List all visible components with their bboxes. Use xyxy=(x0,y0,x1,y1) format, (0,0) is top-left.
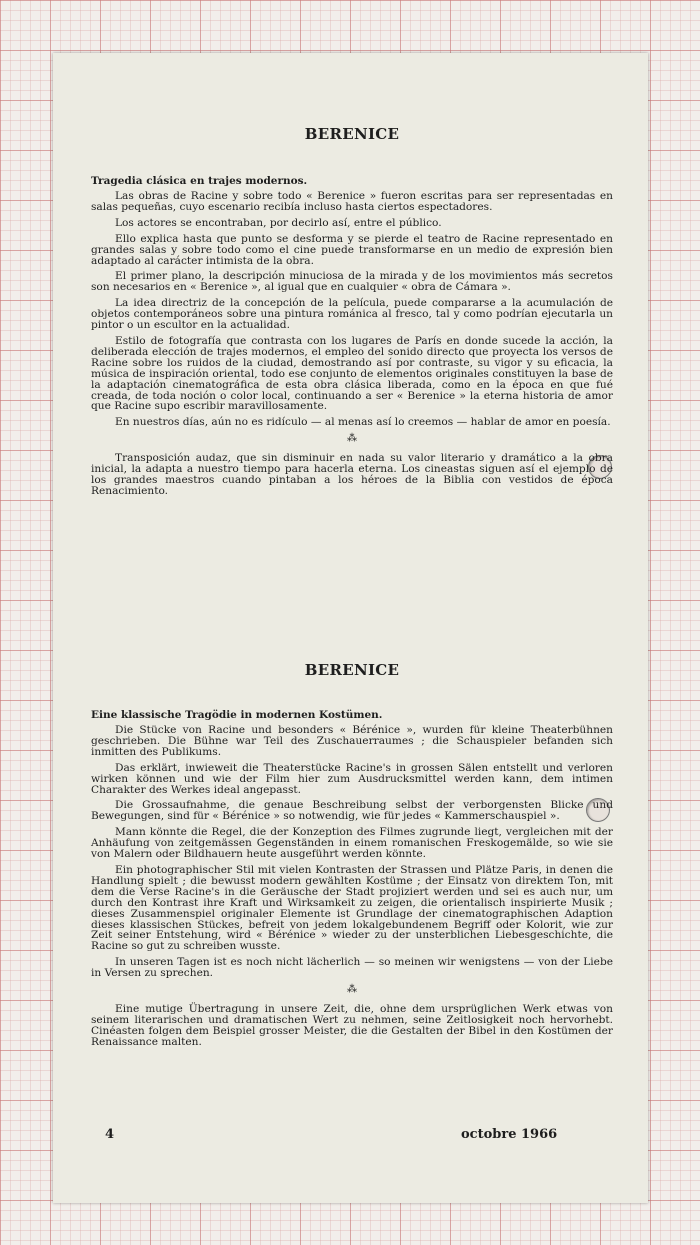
spanish-closing: Transposición audaz, que sin disminuir en nada su valor literario y dramático a la obra inicial, la adapta a nuestro tiempo para hacerla eterna. Los cineastas siguen así el ejemplo de los grandes maestros cuando pintaban a los héroes de la Biblia con vestidos de época Renacimiento. xyxy=(91,452,613,497)
issue-date: octobre 1966 xyxy=(461,1127,558,1142)
german-separator: ⁂ xyxy=(347,984,357,996)
german-paragraph-1: Die Stücke von Racine und besonders « Bérénice », wurden für kleine Theaterbühnen geschrieben. Die Bühne war Teil des Zuschauerraumes ; die Schauspieler befanden sich inmitten des Publikums. xyxy=(91,724,613,758)
german-subtitle: Eine klassische Tragödie in modernen Kostümen. xyxy=(91,709,383,721)
spanish-paragraph-4: El primer plano, la descripción minuciosa de la mirada y de los movimientos más secretos son necesarios en « Berenice », al igual que en cualquier « obra de Cámara ». xyxy=(91,270,613,294)
spanish-paragraph-5: La idea directriz de la concepción de la película, puede compararse a la acumulación de objetos contemporáneos sobre una pintura románica al fresco, tal y como podrían ejecutarla un pintor o un escultor en la actualidad. xyxy=(91,297,613,332)
spanish-paragraph-3: Ello explica hasta que punto se desforma y se pierde el teatro de Racine representado en grandes salas y sobre todo como el cine puede transformarse en un medio de expresión bien adaptado al carácter intimista de la obra. xyxy=(91,232,613,267)
spanish-separator: ⁂ xyxy=(347,433,357,445)
german-paragraph-3: Die Grossaufnahme, die genaue Beschreibung selbst der verborgensten Blicke und Bewegungen, sind für « Bérénice » so notwendig, wie für jedes « Kammerschauspiel ». xyxy=(91,799,613,823)
page-number: 4 xyxy=(105,1127,115,1142)
german-paragraph-2: Das erklärt, inwieweit die Theaterstücke Racine's in grossen Sälen entstellt und verloren wirken können und wie der Film hier zum Ausdrucksmittel werden kann, dem intimen Charakter des Werkes ideal angepasst. xyxy=(91,761,613,796)
spanish-title: BERENICE xyxy=(304,125,400,143)
spanish-paragraph-1: Las obras de Racine y sobre todo « Berenice » fueron escritas para ser representadas en salas pequeñas, cuyo escenario recibía incluso hasta ciertos espectadores. xyxy=(91,190,613,213)
document-page xyxy=(53,53,648,1203)
german-paragraph-4: Mann könnte die Regel, die der Konzeption des Filmes zugrunde liegt, vergleichen mit der Anhäufung von zeitgemässen Gegenständen in einem romanischen Freskogemälde, so wie sie von Malern oder Bildhauern heute ausgeführt werden könnte. xyxy=(91,826,613,861)
spanish-paragraph-2: Los actores se encontraban, por decirlo así, entre el público. xyxy=(115,216,442,229)
spanish-paragraph-6: Estilo de fotografía que contrasta con los lugares de París en donde sucede la acción, la deliberada elección de trajes modernos, el empleo del sonido directo que proyecta los versos de Racine sobre los ruidos de la ciudad, demostrando así por contraste, su vigor y su eficacia, la música de inspiración oriental, todo ese conjunto de elementos originales constituyen la base de la adaptación cinematográfica de esta obra clásica liberada, como en la época en que fué creada, de toda noción o color local, continuando a ser « Berenice » la eterna historia de amor que Racine supo escribir maravillosamente. xyxy=(91,334,613,413)
german-closing: Eine mutige Übertragung in unsere Zeit, die, ohne dem ursprüglichen Werk etwas von seinem literarischen und dramatischen Wert zu nehmen, seine Zeitlosigkeit noch hervorhebt. Cinéasten folgen dem Beispiel grosser Meister, die die Gestalten der Bibel in den Kostümen der Renaissance malten. xyxy=(91,1003,613,1048)
german-section xyxy=(91,661,613,1053)
spanish-subtitle: Tragedia clásica en trajes modernos. xyxy=(91,175,308,187)
german-paragraph-6: In unseren Tagen ist es noch nicht lächerlich — so meinen wir wenigstens — von der Liebe in Versen zu sprechen. xyxy=(91,956,613,980)
spanish-paragraph-7: En nuestros días, aún no es ridículo — al menas así lo creemos — hablar de amor en poesía. xyxy=(115,416,611,429)
german-paragraph-5: Ein photographischer Stil mit vielen Kontrasten der Strassen und Plätze Paris, in denen die Handlung spielt ; die bewusst modern gewählten Kostüme ; der Einsatz von direktem Ton, mit dem die Verse Racine's in die Geräusche der Stadt projiziert werden und sei es auch nur, um durch den Kontrast ihre Kraft und Wirksamkeit zu zeigen, die orientalisch inspirierte Musik ; dieses Zusammenspiel originaler Elemente ist Grundlage der cinematographischen Adaption dieses klassischen Stückes, befreit von jedem lokalgebundenem Begriff oder Kolorit, wie zur Zeit seiner Entstehung, wird « Bérénice » wieder zu der unsterblichen Liebesgeschichte, die Racine so gut zu schreiben wusste. xyxy=(91,863,613,953)
spanish-section xyxy=(91,125,613,502)
german-title: BERENICE xyxy=(304,661,400,679)
